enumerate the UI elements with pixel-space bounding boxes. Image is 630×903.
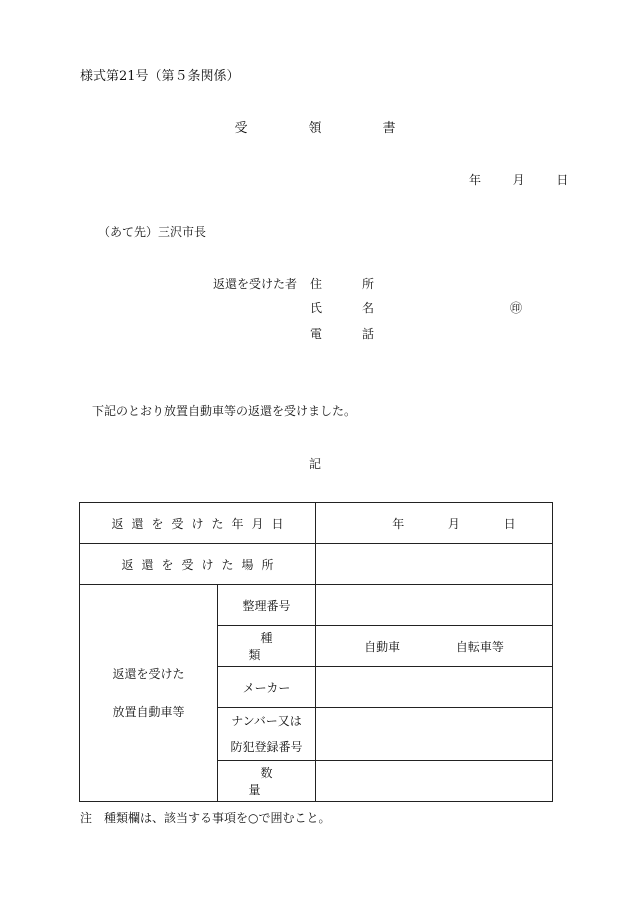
return-date-value <box>316 503 553 544</box>
return-date-month: 月 <box>447 516 460 531</box>
number-label-line2: 防犯登録番号 <box>230 740 303 754</box>
return-place-value <box>316 544 553 585</box>
return-details-table <box>79 502 553 802</box>
return-date-year: 年 <box>392 516 405 531</box>
issue-date-day: 日 <box>556 173 569 187</box>
type-options <box>316 626 553 667</box>
type-label: 種 類 <box>218 626 316 667</box>
name-label: 氏 名 <box>310 301 389 315</box>
quantity-value <box>316 761 553 802</box>
issue-date-year: 年 <box>469 173 482 187</box>
form-number: 様式第21号（第５条関係） <box>80 69 240 84</box>
table-row <box>80 503 553 544</box>
number-value <box>316 708 553 761</box>
address-label: 住 所 <box>310 277 389 291</box>
return-date-label: 返還を受けた年月日 <box>80 503 316 544</box>
issue-date <box>469 174 568 186</box>
number-label-line1: ナンバー又は <box>231 714 302 728</box>
statement-text: 下記のとおり放置自動車等の返還を受けました。 <box>92 404 357 418</box>
type-option-bicycle: 自転車等 <box>455 639 504 654</box>
ki-heading: 記 <box>308 457 321 471</box>
type-option-car: 自動車 <box>364 639 401 654</box>
maker-value <box>316 667 553 708</box>
quantity-label: 数 量 <box>218 761 316 802</box>
table-row <box>80 585 553 626</box>
vehicle-group-label <box>80 585 218 802</box>
returnee-label: 返還を受けた者 <box>213 277 298 291</box>
document-title: 受 領 書 <box>234 121 420 136</box>
footnote: 注 種類欄は、該当する事項を○で囲むこと。 <box>80 811 331 825</box>
number-label <box>218 708 316 761</box>
return-date-day: 日 <box>503 516 516 531</box>
vehicle-group-label-line2: 放置自動車等 <box>112 705 185 719</box>
table-row <box>80 544 553 585</box>
serial-number-value <box>316 585 553 626</box>
vehicle-group-label-line1: 返還を受けた <box>112 667 185 681</box>
seal-mark: ㊞ <box>510 301 523 315</box>
return-place-label: 返還を受けた場所 <box>80 544 316 585</box>
issue-date-month: 月 <box>512 173 525 187</box>
maker-label: メーカー <box>218 667 316 708</box>
serial-number-label: 整理番号 <box>218 585 316 626</box>
phone-label: 電 話 <box>310 327 389 341</box>
addressee: （あて先）三沢市長 <box>98 225 207 239</box>
